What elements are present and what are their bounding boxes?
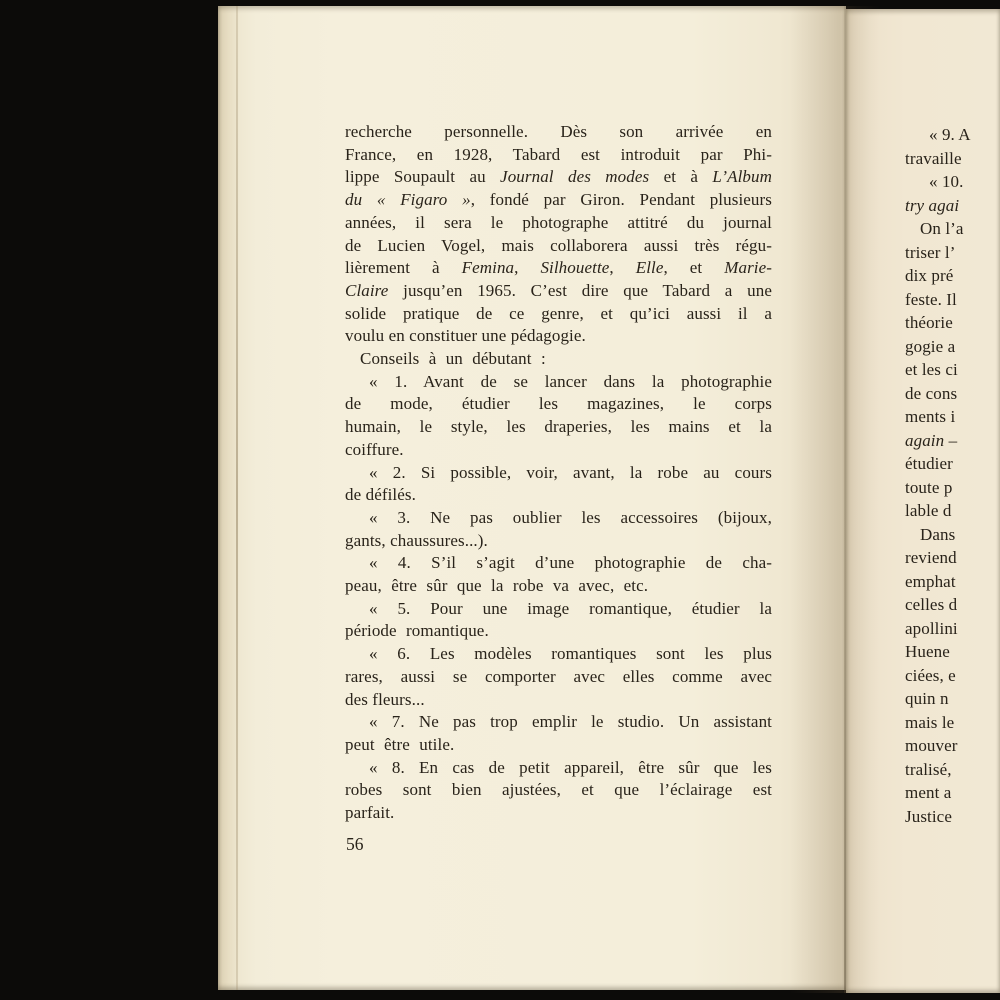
text-line: triser l’ [905, 242, 956, 262]
text-line: lièrement à Femina, Silhouette, Elle, et Marie- [345, 258, 773, 278]
text-line: de Lucien Vogel, mais collaborera aussi très régu- [345, 235, 772, 255]
text-line: gants, chaussures...). [345, 530, 488, 550]
text-line: lippe Soupault au Journal des modes et à L’Album [345, 167, 772, 187]
text-line: « 3. Ne pas oublier les accessoires (bijoux, [369, 507, 772, 527]
text-line: « 8. En cas de petit appareil, être sûr que les [369, 757, 772, 777]
text-line: du « Figaro », fondé par Giron. Pendant plusieurs [345, 190, 772, 210]
text-line: rares, aussi se comporter avec elles comme avec [345, 666, 772, 686]
text-line: toute p [905, 477, 953, 497]
text-line: ment a [905, 783, 952, 802]
text-line: Huene [905, 642, 950, 661]
text-line: de défilés. [345, 485, 416, 505]
text-line: quin n [905, 689, 949, 708]
text-line: travaille [905, 148, 962, 168]
text-line: recherche personnelle. Dès son arrivée en [345, 122, 772, 141]
text-line: Claire jusqu’en 1965. C’est dire que Tabard a une [345, 280, 772, 300]
text-line: « 7. Ne pas trop emplir le studio. Un assistant [369, 712, 772, 732]
text-line: peut être utile. [345, 734, 455, 754]
text-line: étudier [905, 454, 953, 473]
text-line: humain, le style, les draperies, les mains et la [345, 417, 772, 437]
page-fore-edge [236, 6, 238, 990]
text-line: théorie [905, 313, 953, 332]
text-line: années, il sera le photographe attitré du journal [345, 212, 772, 232]
text-line: « 2. Si possible, voir, avant, la robe au cours [369, 462, 772, 482]
text-line: coiffure. [345, 439, 404, 459]
text-line: des fleurs... [345, 689, 425, 709]
text-line: période romantique. [345, 621, 489, 641]
text-line: dix pré [905, 266, 954, 285]
text-line: « 4. S’il s’agit d’une photographie de cha- [369, 553, 772, 573]
text-line: « 6. Les modèles romantiques sont les plus [369, 644, 772, 664]
text-line: voulu en constituer une pédagogie. [345, 326, 586, 346]
text-line: reviend [905, 548, 957, 567]
left-page-text [345, 121, 772, 825]
text-line: « 9. A [929, 125, 971, 144]
text-line: « 5. Pour une image romantique, étudier la [369, 598, 772, 618]
right-page-text [905, 123, 1000, 828]
text-line: try agai [905, 195, 960, 215]
text-line: « 10. [929, 172, 964, 191]
text-line: et les ci [905, 360, 958, 379]
text-line: parfait. [345, 803, 395, 823]
text-line: « 1. Avant de se lancer dans la photographie [369, 371, 772, 391]
text-line: again – [905, 430, 958, 450]
text-line: mouver [905, 736, 958, 755]
text-line: peau, être sûr que la robe va avec, etc. [345, 576, 649, 596]
text-line: robes sont bien ajustées, et que l’éclairage est [345, 780, 772, 800]
text-line: France, en 1928, Tabard est introduit par Phi- [345, 144, 772, 164]
text-line: gogie a [905, 336, 956, 356]
text-line: ments i [905, 407, 956, 426]
text-line: solide pratique de ce genre, et qu’ici aussi il a [345, 303, 772, 323]
page-gutter-seam [844, 6, 846, 993]
text-line: de mode, étudier les magazines, le corps [345, 394, 772, 414]
text-line: Dans [920, 524, 956, 544]
text-line: celles d [905, 595, 958, 614]
text-line: Conseils à un débutant : [360, 349, 546, 369]
page-number: 56 [346, 834, 364, 854]
text-line: tralisé, [905, 759, 952, 779]
text-line: Justice [905, 806, 952, 826]
text-line: emphat [905, 571, 956, 591]
text-line: lable d [905, 501, 952, 520]
text-line: mais le [905, 712, 955, 732]
text-line: de cons [905, 383, 958, 403]
text-line: ciées, e [905, 665, 956, 685]
text-line: feste. Il [905, 289, 957, 309]
text-line: On l’a [920, 219, 964, 238]
text-line: apollini [905, 618, 958, 638]
